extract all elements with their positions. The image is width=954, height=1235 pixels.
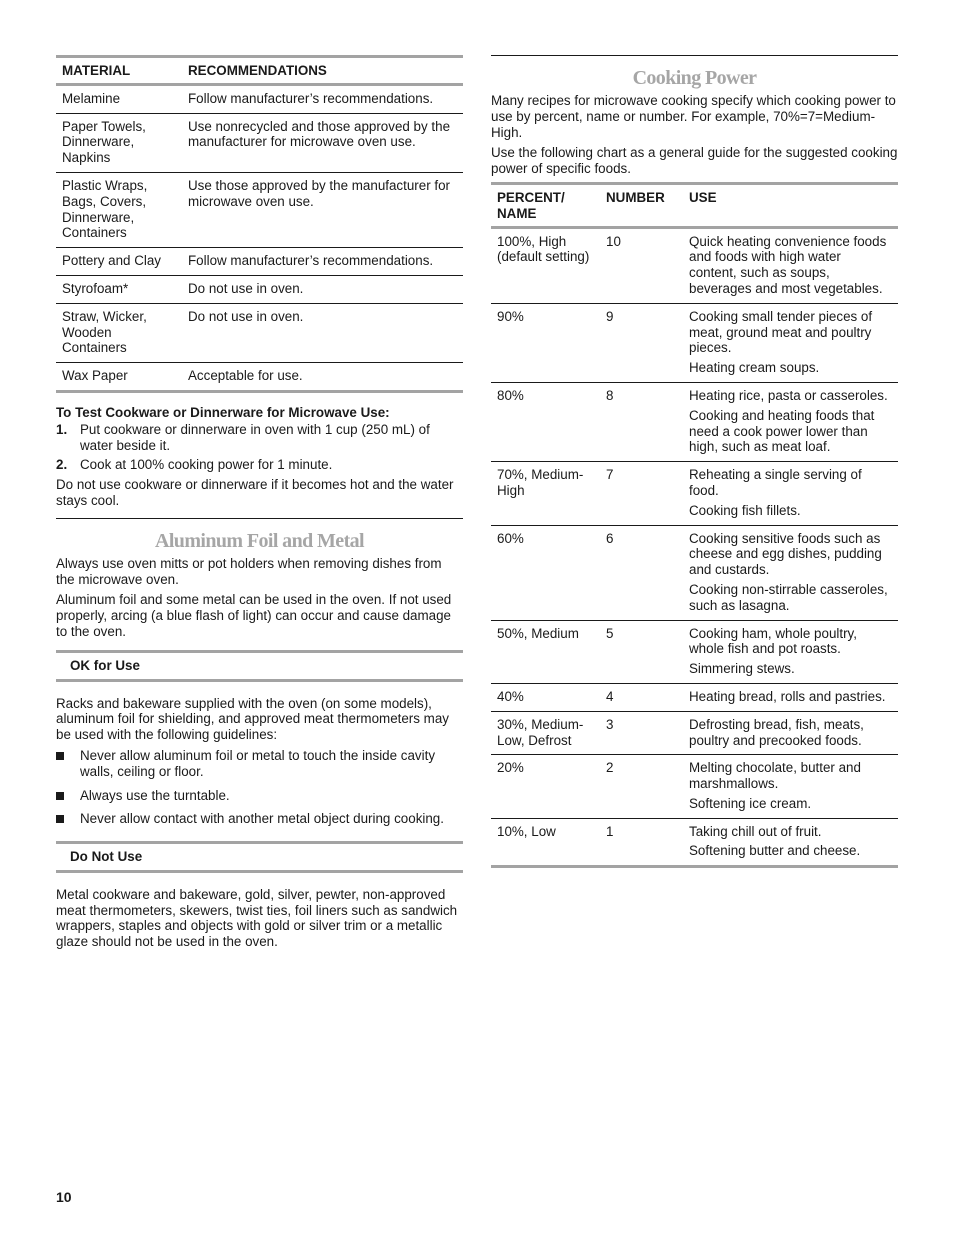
percent-name-cell: 40% — [497, 688, 524, 704]
test-steps-list — [56, 422, 463, 473]
step-number: 2. — [56, 457, 68, 473]
cooking-power-paragraph-2: Use the following chart as a general guide for the suggested cooking power of specific foods. — [491, 145, 898, 177]
use-text: Melting chocolate, butter and marshmallows. — [689, 760, 861, 792]
list-item — [56, 422, 463, 454]
page-number: 10 — [56, 1189, 72, 1205]
number-cell: 5 — [606, 625, 614, 641]
table-row — [56, 275, 463, 303]
bullet-square-icon — [56, 815, 64, 823]
table-row — [56, 84, 463, 113]
bullet-text: Never allow contact with another metal object during cooking. — [80, 811, 444, 827]
use-cell — [683, 525, 898, 620]
use-text: Cooking and heating foods that need a cook power lower than high, such as meat loaf. — [689, 407, 875, 455]
percent-name-cell: 100%, High (default setting) — [497, 233, 590, 265]
number-cell: 2 — [606, 760, 614, 776]
table-row — [491, 683, 898, 711]
use-text: Softening ice cream. — [689, 795, 812, 811]
material-cell: Straw, Wicker, Wooden Containers — [62, 308, 147, 356]
do-not-use-text: Metal cookware and bakeware, gold, silver, pewter, non-approved meat thermometers, skewers, twist ties, foil liners such as sandwich wrappers, staples and objects with gold or silver trim or a metallic glaze should not be used in the oven. — [56, 886, 458, 950]
table-row — [491, 462, 898, 525]
table-row — [56, 113, 463, 172]
bullet-text: Never allow aluminum foil or metal to touch the inside cavity walls, ceiling or floor. — [80, 747, 436, 779]
aluminum-section-title: Aluminum Foil and Metal — [155, 529, 364, 552]
materials-table — [56, 55, 463, 393]
use-cell — [683, 683, 898, 711]
right-column — [491, 55, 898, 868]
use-cell — [683, 818, 898, 867]
use-cell — [683, 227, 898, 303]
table-header-row — [56, 57, 463, 85]
recommendation-cell: Follow manufacturer’s recommendations. — [188, 253, 434, 269]
ok-for-use-heading: OK for Use — [56, 650, 463, 682]
use-text: Reheating a single serving of food. — [689, 467, 862, 498]
use-cell — [683, 462, 898, 525]
percent-name-cell: 30%, Medium-Low, Defrost — [497, 716, 584, 748]
recommendation-cell: Follow manufacturer’s recommendations. — [188, 90, 434, 106]
step-text: Cook at 100% cooking power for 1 minute. — [80, 457, 333, 473]
use-text: Heating rice, pasta or casseroles. — [689, 387, 888, 403]
material-cell: Pottery and Clay — [62, 253, 161, 269]
number-cell: 9 — [606, 308, 614, 324]
recommendation-cell: Do not use in oven. — [188, 280, 304, 296]
step-number: 1. — [56, 421, 68, 437]
number-cell: 7 — [606, 467, 614, 483]
list-item — [56, 788, 463, 804]
use-text: Cooking small tender pieces of meat, ground meat and poultry pieces. — [689, 308, 873, 356]
table-row — [491, 711, 898, 755]
list-item — [56, 748, 463, 780]
use-cell — [683, 303, 898, 382]
table-row — [56, 303, 463, 362]
step-text: Put cookware or dinnerware in oven with 1 cup (250 mL) of water beside it. — [80, 421, 430, 453]
percent-name-cell: 70%, Medium-High — [497, 467, 584, 498]
use-text: Defrosting bread, fish, meats, poultry and precooked foods. — [689, 716, 864, 748]
material-cell: Paper Towels, Dinnerware, Napkins — [62, 118, 146, 166]
list-item — [56, 457, 463, 473]
use-text: Simmering stews. — [689, 661, 795, 677]
column-header-recommendations: RECOMMENDATIONS — [188, 63, 327, 78]
column-header-material: MATERIAL — [62, 63, 131, 78]
table-row — [491, 303, 898, 382]
bullet-square-icon — [56, 792, 64, 800]
percent-name-cell: 50%, Medium — [497, 625, 579, 641]
table-row — [491, 227, 898, 303]
percent-name-cell: 20% — [497, 760, 524, 776]
table-row — [491, 818, 898, 867]
table-row — [56, 172, 463, 247]
table-row — [491, 382, 898, 461]
number-cell: 1 — [606, 823, 614, 839]
table-header-row — [491, 183, 898, 227]
use-text: Heating bread, rolls and pastries. — [689, 688, 886, 704]
percent-name-cell: 90% — [497, 308, 524, 324]
use-text: Cooking ham, whole poultry, whole fish and pot roasts. — [689, 625, 857, 657]
material-cell: Melamine — [62, 90, 121, 106]
cooking-power-title: Cooking Power — [632, 67, 757, 89]
materials-table-body — [56, 84, 463, 391]
ok-bullets-list — [56, 748, 463, 827]
number-cell: 6 — [606, 530, 614, 546]
cooking-power-table-body — [491, 227, 898, 867]
use-cell — [683, 711, 898, 755]
table-row — [491, 755, 898, 818]
table-row — [56, 248, 463, 276]
material-cell: Plastic Wraps, Bags, Covers, Dinnerware, Containers — [62, 177, 148, 241]
material-cell: Styrofoam* — [62, 280, 129, 296]
column-header-number: NUMBER — [606, 189, 665, 205]
number-cell: 3 — [606, 716, 614, 732]
recommendation-cell: Do not use in oven. — [188, 308, 304, 324]
list-item — [56, 811, 463, 827]
bullet-square-icon — [56, 752, 64, 760]
use-text: Taking chill out of fruit. — [689, 823, 822, 839]
aluminum-paragraph-2: Aluminum foil and some metal can be used in the oven. If not used properly, arcing (a blue flash of light) can occur and cause damage to the oven. — [56, 592, 452, 639]
percent-name-cell: 60% — [497, 530, 524, 546]
column-header-percent-name: PERCENT/ NAME — [497, 189, 565, 221]
ok-intro: Racks and bakeware supplied with the oven (on some models), aluminum foil for shielding, and approved meat thermometers may be used with the following guidelines: — [56, 695, 449, 743]
left-column — [56, 55, 463, 955]
table-row — [491, 525, 898, 620]
percent-name-cell: 10%, Low — [497, 823, 556, 839]
percent-name-cell: 80% — [497, 387, 524, 403]
use-text: Softening butter and cheese. — [689, 843, 861, 859]
use-text: Cooking fish fillets. — [689, 502, 801, 518]
section-divider — [491, 55, 898, 56]
number-cell: 4 — [606, 688, 614, 704]
column-header-use: USE — [689, 189, 717, 205]
table-row — [491, 620, 898, 683]
recommendation-cell: Use nonrecycled and those approved by the manufacturer for microwave oven use. — [188, 118, 451, 150]
use-cell — [683, 620, 898, 683]
use-text: Heating cream soups. — [689, 360, 820, 376]
use-text: Cooking sensitive foods such as cheese and egg dishes, pudding and custards. — [689, 530, 882, 578]
use-cell — [683, 382, 898, 461]
aluminum-paragraph-1: Always use oven mitts or pot holders when removing dishes from the microwave oven. — [56, 555, 442, 587]
recommendation-cell: Acceptable for use. — [188, 368, 303, 384]
number-cell: 8 — [606, 387, 614, 403]
use-cell — [683, 755, 898, 818]
test-note: Do not use cookware or dinnerware if it becomes hot and the water stays cool. — [56, 477, 454, 508]
use-text: Cooking non-stirrable casseroles, such as lasagna. — [689, 581, 888, 613]
bullet-text: Always use the turntable. — [80, 787, 230, 803]
do-not-use-heading: Do Not Use — [56, 841, 463, 873]
cooking-power-paragraph-1: Many recipes for microwave cooking specify which cooking power to use by percent, name or number. For example, 70%=7=Medium-High. — [491, 93, 896, 140]
section-divider — [56, 518, 463, 519]
cooking-power-table — [491, 182, 898, 868]
test-cookware-heading: To Test Cookware or Dinnerware for Microwave Use: — [56, 404, 390, 420]
number-cell: 10 — [606, 233, 621, 249]
table-row — [56, 363, 463, 392]
material-cell: Wax Paper — [62, 368, 128, 384]
use-text: Quick heating convenience foods and foods with high water content, such as soups, beverages and most vegetables. — [689, 233, 887, 296]
recommendation-cell: Use those approved by the manufacturer for microwave oven use. — [188, 177, 451, 209]
